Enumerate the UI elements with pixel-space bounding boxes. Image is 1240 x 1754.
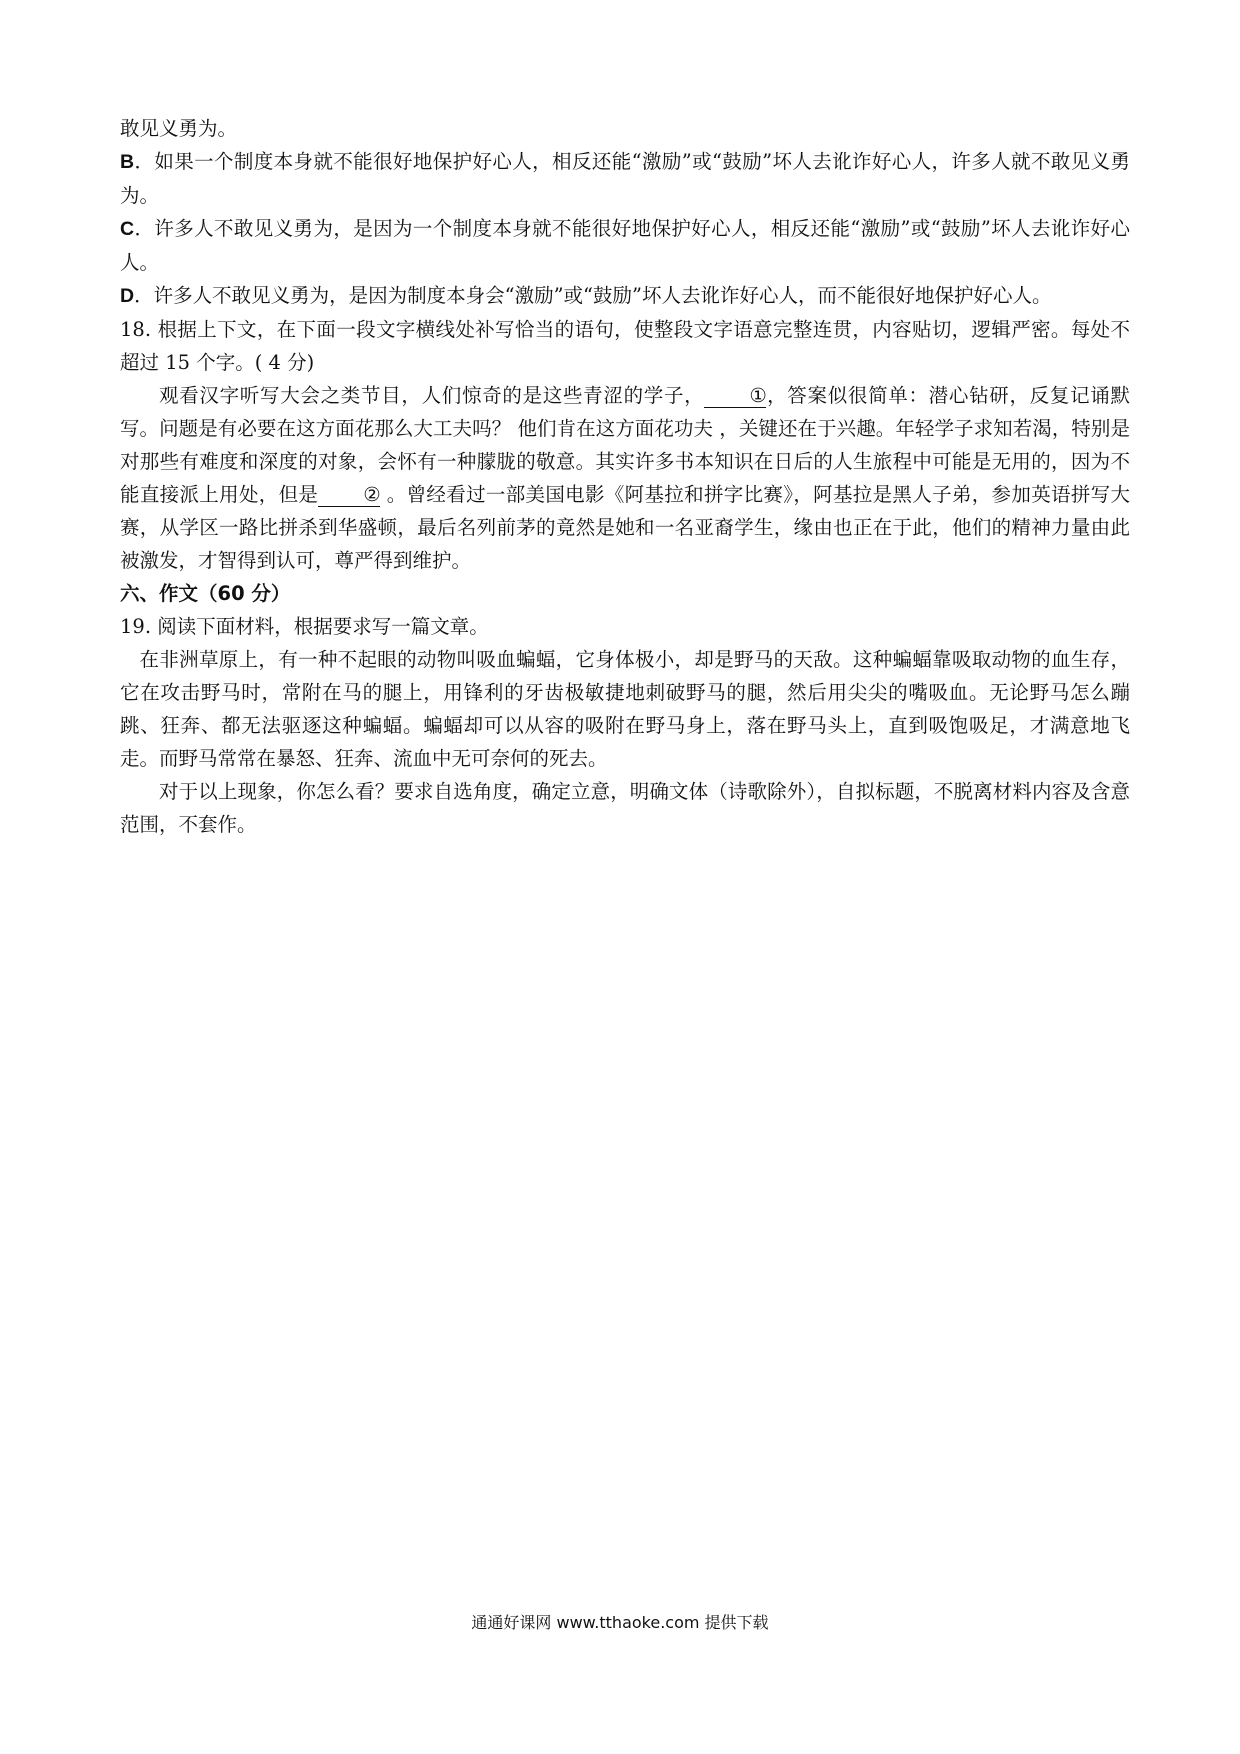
option-c-label: C <box>120 218 135 240</box>
q17-continuation: 敢见义勇为。 <box>120 117 238 140</box>
option-c-text: ．许多人不敢见义勇为，是因为一个制度本身就不能很好地保护好心人，相反还能“激励”或“鼓励”坏人去讹诈好心人。 <box>120 217 1130 274</box>
option-b-label: B <box>120 151 135 173</box>
q19-requirement: 对于以上现象，你怎么看？要求自选角度，确定立意，明确文体（诗歌除外），自拟标题，不脱离材料内容及含意范围，不套作。 <box>120 780 1130 836</box>
q18-passage-part1: 观看汉字听写大会之类节目，人们惊奇的是这些青涩的学子， <box>159 384 705 407</box>
fill-blank-2: ② <box>318 484 380 507</box>
q17-option-d <box>120 279 1130 313</box>
q18-prompt: 18. 根据上下文，在下面一段文字横线处补写恰当的语句，使整段文字语意完整连贯，内容贴切，逻辑严密。每处不超过 15 个字。( 4 分) <box>120 318 1130 374</box>
fill-blank-1: ① <box>704 385 766 408</box>
q18-passage-part3: 。曾经看过一部美国电影《阿基拉和拼字比赛》，阿基拉是黑人子弟，参加英语拼写大赛，从学区一路比拼杀到华盛顿，最后名列前茅的竟然是她和一名亚裔学生，缘由也正在于此，他们的精神力量由此被激发，才智得到认可，尊严得到维护。 <box>120 483 1130 572</box>
document-body <box>120 112 1130 841</box>
q19-material: 在非洲草原上，有一种不起眼的动物叫吸血蝙蝠，它身体极小，却是野马的天敌。这种蝙蝠靠吸取动物的血生存，它在攻击野马时，常附在马的腿上，用锋利的牙齿极敏捷地刺破野马的腿，然后用尖尖的嘴吸血。无论野马怎么蹦跳、狂奔、都无法驱逐这种蝙蝠。蝙蝠却可以从容的吸附在野马身上，落在野马头上，直到吸饱吸足，才满意地飞走。而野马常常在暴怒、狂奔、流血中无可奈何的死去。 <box>120 648 1130 770</box>
page-footer: 通通好课网 www.tthaoke.com 提供下载 <box>471 1613 769 1632</box>
option-d-text: ．许多人不敢见义勇为，是因为制度本身会“激励”或“鼓励”坏人去讹诈好心人，而不能很好地保护好心人。 <box>134 284 1052 307</box>
q17-option-b <box>120 145 1130 212</box>
q17-option-c <box>120 212 1130 279</box>
q19-prompt: 19. 阅读下面材料，根据要求写一篇文章。 <box>120 615 489 638</box>
option-b-text: ．如果一个制度本身就不能很好地保护好心人，相反还能“激励”或“鼓励”坏人去讹诈好心人，许多人就不敢见义勇为。 <box>120 150 1130 207</box>
q18-passage-part2: ，答案似很简单：潜心钻研，反复记诵默写。问题是有必要在这方面花那么大工夫吗？ 他们肯在这方面花功夫 ，关键还在于兴趣。年轻学子求知若渴，特别是对那些有难度和深度的对象，会怀有一种朦胧的敬意。其实许多书本知识在日后的人生旅程中可能是无用的，因为不能直接派上用处，但是 <box>120 384 1130 506</box>
option-d-label: D <box>120 285 135 307</box>
section-six-heading: 六、作文（60 分） <box>120 582 291 605</box>
q18-passage <box>120 379 1130 577</box>
